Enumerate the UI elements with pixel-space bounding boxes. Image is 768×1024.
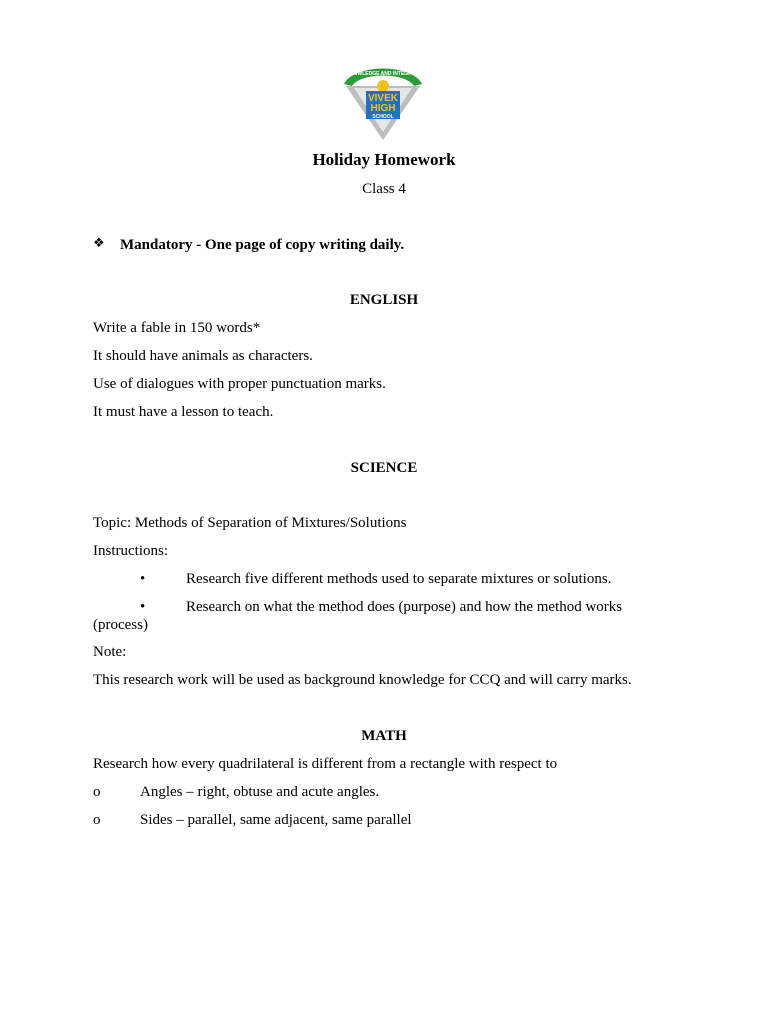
diamond-bullet-icon: ❖ bbox=[93, 236, 105, 251]
math-intro: Research how every quadrilateral is different from a rectangle with respect to bbox=[93, 756, 558, 772]
circle-bullet-icon: o bbox=[93, 784, 101, 800]
bullet-icon: • bbox=[140, 599, 146, 615]
english-line: It must have a lesson to teach. bbox=[93, 404, 274, 420]
science-instructions-label: Instructions: bbox=[93, 543, 168, 559]
bullet-icon: • bbox=[140, 571, 146, 587]
science-bullet-item: Research on what the method does (purpose) and how the method works bbox=[186, 599, 623, 615]
science-bullet-continuation: (process) bbox=[93, 617, 148, 633]
english-line: Use of dialogues with proper punctuation marks. bbox=[93, 376, 386, 392]
english-line: Write a fable in 150 words* bbox=[93, 320, 261, 336]
science-note-text: This research work will be used as background knowledge for CCQ and will carry marks. bbox=[93, 672, 632, 688]
logo-sun bbox=[377, 80, 389, 92]
math-heading: MATH bbox=[361, 728, 407, 744]
school-logo bbox=[340, 62, 426, 142]
page-title: Holiday Homework bbox=[312, 150, 456, 169]
circle-bullet-icon: o bbox=[93, 812, 101, 828]
science-heading: SCIENCE bbox=[350, 460, 418, 476]
page-subtitle: Class 4 bbox=[362, 181, 406, 197]
science-note-label: Note: bbox=[93, 644, 127, 660]
logo-arc-text: KNOWLEDGE AND INTEGRITY bbox=[346, 71, 420, 77]
math-item: Angles – right, obtuse and acute angles. bbox=[140, 784, 380, 800]
logo-line2: HIGH bbox=[370, 103, 396, 114]
mandatory-note: Mandatory - One page of copy writing daily. bbox=[120, 237, 405, 253]
logo-line1: VIVEK bbox=[367, 93, 399, 104]
science-bullet-item: Research five different methods used to separate mixtures or solutions. bbox=[186, 571, 612, 587]
science-topic: Topic: Methods of Separation of Mixtures/Solutions bbox=[93, 515, 407, 531]
english-line: It should have animals as characters. bbox=[93, 348, 313, 364]
math-item: Sides – parallel, same adjacent, same parallel bbox=[140, 812, 412, 828]
logo-line3: SCHOOL bbox=[372, 114, 394, 120]
english-heading: ENGLISH bbox=[349, 292, 419, 308]
